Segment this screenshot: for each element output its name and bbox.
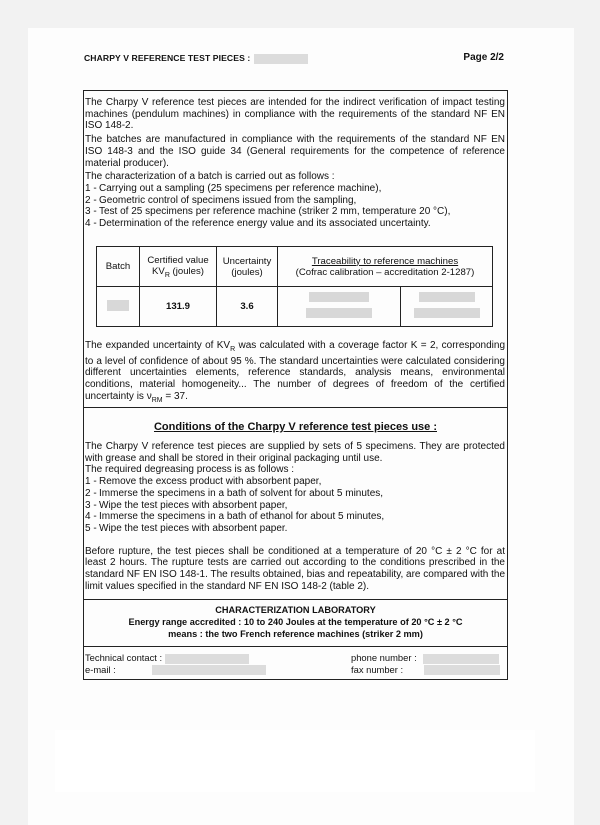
header-uncertainty: Uncertainty (joules) bbox=[217, 247, 278, 287]
page-header bbox=[84, 53, 504, 69]
redacted-fax bbox=[424, 665, 500, 675]
conditions-paragraph-2: The required degreasing process is as follows : bbox=[85, 464, 294, 476]
fax-label: fax number : bbox=[351, 663, 404, 675]
contact-left bbox=[85, 652, 266, 675]
redacted-footer bbox=[55, 730, 535, 792]
lab-means: means : the two French reference machines (striker 2 mm) bbox=[168, 629, 423, 639]
list-item: 3 - Test of 25 specimens per reference machine (striker 2 mm, temperature 20 °C), bbox=[85, 206, 451, 218]
list-item: 4 - Immerse the specimens in a bath of ethanol for about 5 minutes, bbox=[85, 511, 385, 523]
list-item: 2 - Immerse the specimens in a bath of solvent for about 5 minutes, bbox=[85, 487, 384, 499]
header-certified-value: Certified value $KV_R$ (joules) bbox=[140, 247, 217, 287]
conditions-section bbox=[85, 441, 505, 592]
redacted-reference bbox=[254, 54, 308, 64]
section-divider bbox=[83, 646, 508, 647]
list-item: 2 - Geometric control of specimens issued from the sampling, bbox=[85, 194, 357, 206]
redacted-contact bbox=[165, 654, 249, 664]
table-row bbox=[97, 287, 493, 327]
conditions-paragraph-3: Before rupture, the test pieces shall be conditioned at a temperature of 20 °C ± 2 °C for at least 2 hours. The rupture tests are carried out according to the conditions prescribed in the standard NF EN ISO 148-1. The results obtained, bias and repeatability, are compared with the limit values specified in the standard NF EN ISO 148-2 (table 2). bbox=[85, 545, 505, 592]
uncertainty-cell: 3.6 bbox=[217, 287, 278, 327]
email-label: e-mail : bbox=[85, 663, 116, 675]
intro-paragraph-2: The batches are manufactured in compliance with the requirements of the standard NF EN ISO 148-3 and the ISO guide 34 (General requirements for the competence of reference material producer). bbox=[85, 134, 505, 169]
intro-paragraph-3: The characterization of a batch is carried out as follows : bbox=[85, 171, 335, 183]
batch-cell bbox=[97, 287, 140, 327]
list-item: 4 - Determination of the reference energy value and its associated uncertainty. bbox=[85, 218, 431, 230]
section-divider bbox=[83, 599, 508, 600]
list-item: 5 - Wipe the test pieces with absorbent paper. bbox=[85, 522, 288, 534]
uncertainty-section bbox=[85, 340, 505, 407]
list-item: 1 - Carrying out a sampling (25 specimens per reference machine), bbox=[85, 182, 382, 194]
conditions-title: Conditions of the Charpy V reference test pieces use : bbox=[153, 421, 437, 433]
table-header-row bbox=[97, 247, 493, 287]
header-title: CHARPY V REFERENCE TEST PIECES : bbox=[84, 53, 308, 64]
contact-right bbox=[351, 652, 500, 675]
laboratory-block bbox=[83, 604, 508, 640]
intro-paragraph-1: The Charpy V reference test pieces are intended for the indirect verification of impact testing machines (pendulum machines) in compliance with the requirements of the standard NF EN ISO 148-2. bbox=[85, 97, 505, 132]
traceability-cell-2 bbox=[401, 287, 493, 327]
page-number: Page 2/2 bbox=[463, 52, 504, 63]
redacted-email bbox=[152, 665, 266, 675]
phone-label: phone number : bbox=[351, 652, 417, 663]
degreasing-steps bbox=[85, 476, 505, 535]
conditions-paragraph-1: The Charpy V reference test pieces are supplied by sets of 5 specimens. They are protected with grease and shall be stored in their original packaging until use. bbox=[85, 441, 505, 464]
redacted-batch bbox=[107, 300, 129, 311]
redacted-traceability bbox=[306, 308, 372, 318]
list-item: 3 - Wipe the test pieces with absorbent paper, bbox=[85, 499, 288, 511]
certified-value-cell: 131.9 bbox=[140, 287, 217, 327]
list-item: 1 - Remove the excess product with absorbent paper, bbox=[85, 476, 322, 488]
header-traceability: Traceability to reference machines (Cofrac calibration – accreditation 2-1287) bbox=[278, 247, 493, 287]
lab-title: CHARACTERIZATION LABORATORY bbox=[215, 605, 376, 615]
redacted-traceability bbox=[419, 292, 475, 302]
redacted-phone bbox=[423, 654, 499, 664]
section-divider bbox=[83, 407, 508, 408]
uncertainty-paragraph: The expanded uncertainty of $KV_R$ was calculated with a coverage factor K = 2, corresponding to a level of confidence of about 95 %. The standard uncertainties were calculated considering different uncertainties elements, reference standards, analysis means, environmental conditions, material homogeneity... The number of degrees of freedom of the certified uncertainty is $\nu_{RM} = 37$. bbox=[85, 340, 506, 404]
traceability-cell-1 bbox=[278, 287, 401, 327]
characterization-steps bbox=[85, 183, 505, 230]
technical-contact-label: Technical contact : bbox=[85, 652, 163, 663]
intro-section bbox=[85, 97, 505, 230]
redacted-traceability bbox=[414, 308, 480, 318]
redacted-traceability bbox=[309, 292, 369, 302]
batch-table bbox=[96, 246, 493, 327]
lab-energy-range: Energy range accredited : 10 to 240 Joules at the temperature of 20 °C ± 2 °C bbox=[128, 617, 463, 627]
header-batch: Batch bbox=[97, 247, 140, 287]
